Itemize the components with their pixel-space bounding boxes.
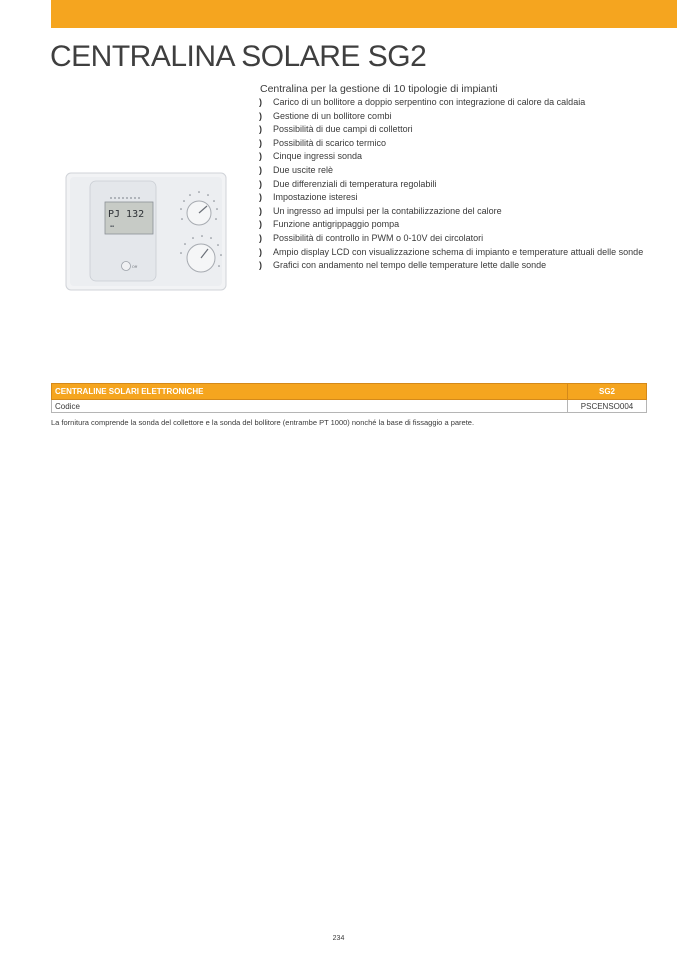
list-item: ) Gestione di un bollitore combi — [259, 110, 392, 121]
page-title: CENTRALINA SOLARE SG2 — [50, 40, 427, 73]
bullet-icon: ) — [259, 164, 262, 175]
bullet-icon: ) — [259, 246, 262, 257]
list-item: ) Possibilità di scarico termico — [259, 137, 387, 148]
list-item: ) Ampio display LCD con visualizzazione schema di impianto e temperature attuali delle sonde — [259, 246, 644, 257]
list-item: ) Due differenziali di temperatura regolabili — [259, 178, 437, 189]
list-item: ) Carico di un bollitore a doppio serpentino con integrazione di calore da caldaia — [259, 97, 586, 107]
table-cell-code: PSCENSO004 — [568, 400, 647, 413]
table-row — [52, 400, 647, 413]
list-item: ) Funzione antigrippaggio pompa — [259, 219, 400, 230]
bullet-icon: ) — [259, 219, 262, 230]
page-number: 234 — [332, 935, 345, 942]
supply-note: La fornitura comprende la sonda del collettore e la sonda del bollitore (entrambe PT 1000) nonché la base di fissaggio a parete. — [51, 418, 475, 427]
intro-text: Centralina per la gestione di 10 tipologie di impianti — [260, 83, 498, 95]
header-accent-bar — [51, 0, 677, 28]
bullet-icon: ) — [259, 192, 262, 203]
table-cell-label: Codice — [52, 400, 568, 413]
table-header-model: SG2 — [568, 384, 647, 400]
bullet-icon: ) — [259, 124, 262, 135]
list-item: ) Un ingresso ad impulsi per la contabilizzazione del calore — [259, 205, 502, 216]
list-item: ) Possibilità di controllo in PWM o 0-10V dei circolatori — [259, 232, 484, 243]
knob-label: Off — [132, 265, 138, 269]
bullet-icon: ) — [259, 178, 262, 189]
bullet-icon: ) — [259, 97, 262, 107]
feature-list — [258, 97, 648, 274]
display-readout: PJ 132 — [108, 209, 145, 220]
bullet-icon: ) — [259, 205, 262, 216]
bullet-icon: ) — [259, 110, 262, 121]
table-header-category: CENTRALINE SOLARI ELETTRONICHE — [52, 384, 568, 400]
bullet-icon: ) — [259, 137, 262, 148]
list-item: ) Cinque ingressi sonda — [259, 151, 363, 162]
product-image — [60, 165, 230, 295]
bullet-icon: ) — [259, 151, 262, 162]
spec-table — [51, 383, 647, 413]
list-item: ) Due uscite relè — [259, 164, 334, 175]
list-item: ) Impostazione isteresi — [259, 192, 358, 203]
list-item: ) Grafici con andamento nel tempo delle temperature lette dalle sonde — [259, 260, 547, 271]
svg-text:▪▪: ▪▪ — [110, 224, 115, 228]
bullet-icon: ) — [259, 232, 262, 243]
bullet-icon: ) — [259, 260, 262, 271]
table-header-row — [52, 384, 647, 400]
list-item: ) Possibilità di due campi di collettori — [259, 124, 413, 135]
